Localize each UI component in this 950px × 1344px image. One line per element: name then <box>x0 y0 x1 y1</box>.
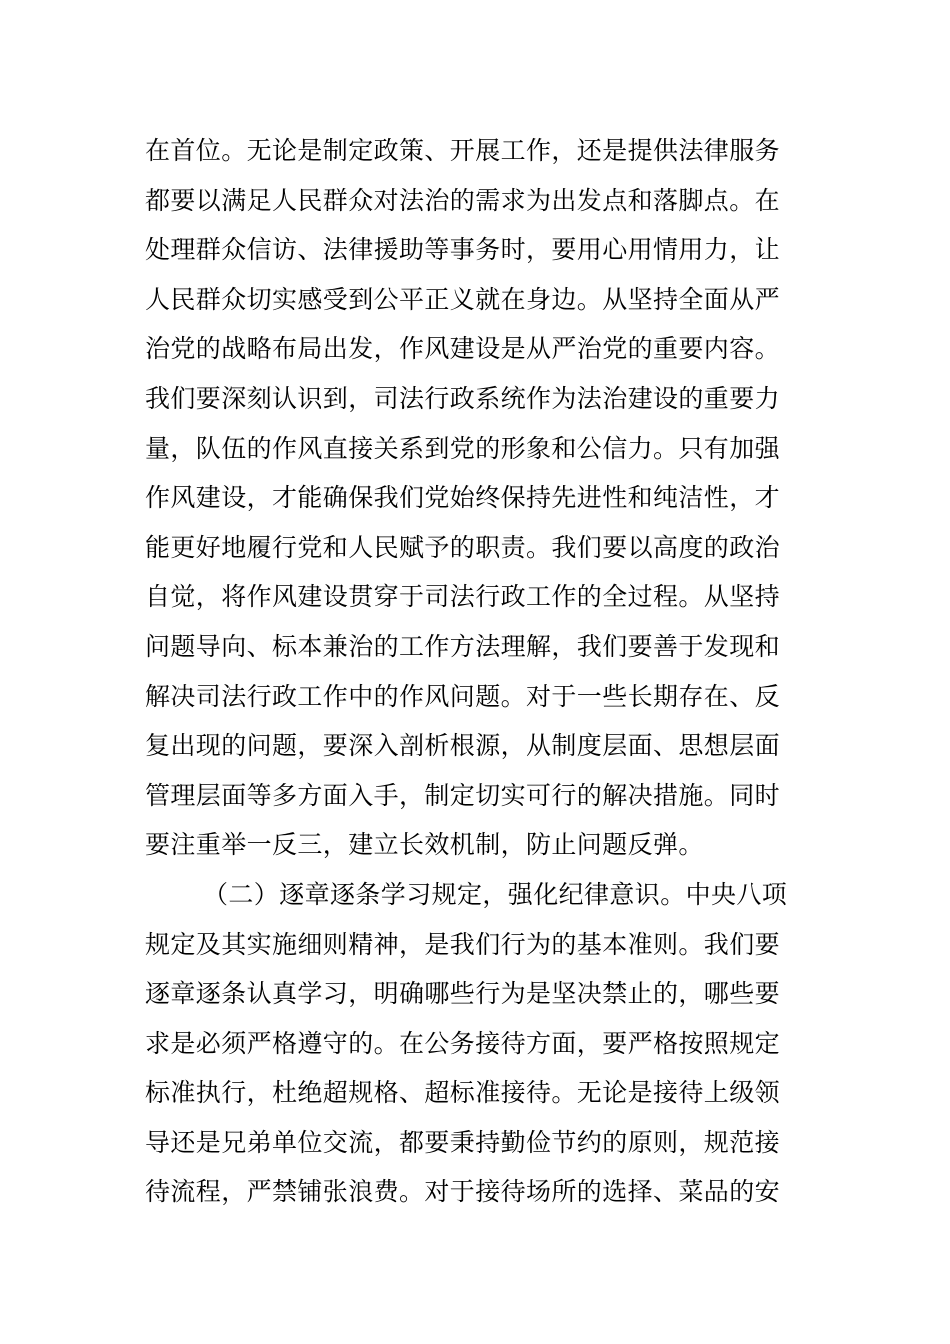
text-line: 逐章逐条认真学习，明确哪些行为是坚决禁止的，哪些要 <box>145 979 781 1009</box>
text-line: 求是必须严格遵守的。在公务接待方面，要严格按照规定 <box>145 1028 781 1058</box>
text-line: 量，队伍的作风直接关系到党的形象和公信力。只有加强 <box>145 433 781 463</box>
text-line: 复出现的问题，要深入剖析根源，从制度层面、思想层面 <box>145 731 781 761</box>
text-line: 治党的战略布局出发，作风建设是从严治党的重要内容。 <box>145 334 781 364</box>
text-line: 规定及其实施细则精神，是我们行为的基本准则。我们要 <box>145 929 781 959</box>
text-line: 要注重举一反三，建立长效机制，防止问题反弹。 <box>145 830 704 860</box>
text-line: 我们要深刻认识到，司法行政系统作为法治建设的重要力 <box>145 383 781 413</box>
section-heading-line: （二）逐章逐条学习规定，强化纪律意识。中央八项 <box>203 879 788 909</box>
text-line: 导还是兄弟单位交流，都要秉持勤俭节约的原则，规范接 <box>145 1127 781 1157</box>
text-line: 自觉，将作风建设贯穿于司法行政工作的全过程。从坚持 <box>145 582 781 612</box>
document-body <box>145 126 810 1217</box>
text-line: 标准执行，杜绝超规格、超标准接待。无论是接待上级领 <box>145 1078 781 1108</box>
text-line: 能更好地履行党和人民赋予的职责。我们要以高度的政治 <box>145 532 781 562</box>
text-line: 在首位。无论是制定政策、开展工作，还是提供法律服务 <box>145 136 781 165</box>
text-line: 待流程，严禁铺张浪费。对于接待场所的选择、菜品的安 <box>145 1177 781 1207</box>
text-line: 处理群众信访、法律援助等事务时，要用心用情用力，让 <box>145 235 781 265</box>
text-line: 作风建设，才能确保我们党始终保持先进性和纯洁性，才 <box>145 483 781 513</box>
text-line: 问题导向、标本兼治的工作方法理解，我们要善于发现和 <box>145 631 781 661</box>
text-line: 解决司法行政工作中的作风问题。对于一些长期存在、反 <box>145 681 781 711</box>
text-line: 管理层面等多方面入手，制定切实可行的解决措施。同时 <box>145 780 781 810</box>
text-line: 人民群众切实感受到公平正义就在身边。从坚持全面从严 <box>145 284 781 314</box>
text-line: 都要以满足人民群众对法治的需求为出发点和落脚点。在 <box>145 185 781 215</box>
